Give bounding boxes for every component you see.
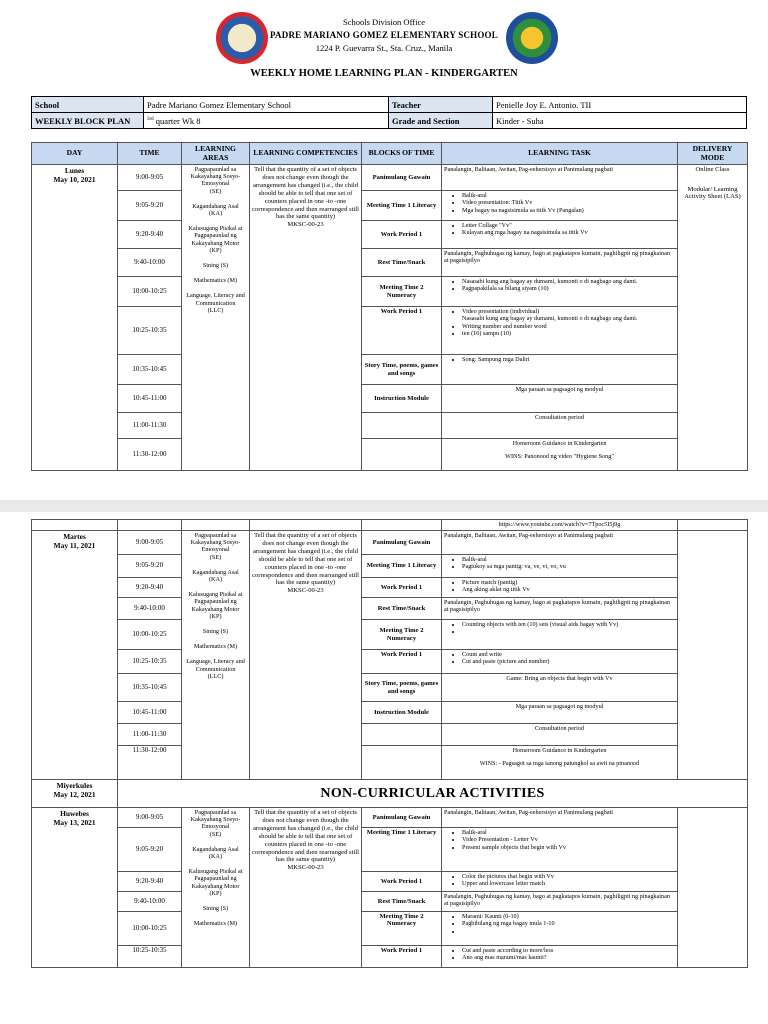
time-slot: 11:30-12:00	[118, 439, 182, 471]
area-kp-code: (KP)	[209, 889, 222, 897]
task-rest: Panalangin, Paghuhugas ng kamay, bago at pagkatapos kumain, paghiligpit ng pinagkainan at pagsisipilyo	[442, 249, 678, 277]
col-task: LEARNING TASK	[442, 143, 678, 165]
task-rest: Panalangin, Paghuhugas ng kamay, bago at pagkatapos kumain, paghiligpit ng pinagkainan at pagsisipilyo	[442, 892, 678, 912]
area-kp-code: (KP)	[209, 612, 222, 620]
area-se: Pagpapaunlad sa Kakayahang Sosyo-Emosyonal	[190, 166, 241, 188]
area-s: Sining (S)	[202, 905, 229, 913]
area-ka-code: (KA)	[208, 210, 223, 218]
area-llc-code: (LLC)	[207, 672, 224, 680]
time-slot: 10:00-10:25	[118, 620, 182, 650]
grade-value: Kinder - Suha	[493, 113, 747, 129]
block-story: Story Time, poems, games and songs	[362, 674, 442, 702]
task-item: • Nasasabi kung ang bagay ay dumami, kumonti o di nagbago ang dami.	[462, 278, 675, 285]
task-literacy	[442, 555, 678, 578]
area-llc: Language, Literacy and Communication	[186, 658, 245, 673]
teacher-label: Teacher	[389, 97, 493, 113]
day-name: Miyerkules	[56, 781, 93, 790]
col-time: TIME	[118, 143, 182, 165]
area-m: Mathematics (M)	[193, 643, 238, 651]
block-rest: Rest Time/Snack	[362, 892, 442, 912]
task-homeroom	[442, 439, 678, 471]
non-curricular-banner: NON-CURRICULAR ACTIVITIES	[118, 780, 748, 808]
task-item: • Video Presentation - Letter Vv	[462, 836, 675, 843]
time-slot: 9:05-9:20	[118, 828, 182, 872]
task-item: • Kulayan ang mga bagay na nagsisimula sa titik Vv	[462, 229, 675, 236]
learning-areas	[182, 165, 250, 471]
day-date: May 10, 2021	[53, 175, 96, 184]
homeroom-text: Homeroom Guidance in Kindergarten	[512, 440, 607, 447]
monday-day-cell	[32, 165, 118, 471]
col-day: DAY	[32, 143, 118, 165]
area-se: Pagpapaunlad sa Kakayahang Sosyo-Emosyonal	[190, 809, 241, 831]
delivery-empty	[678, 531, 748, 780]
task-item: • Cut and paste according to more/less	[462, 947, 675, 954]
block-literacy: Meeting Time 1 Literacy	[362, 555, 442, 578]
homeroom-text: Homeroom Guidance in Kindergarten	[512, 747, 607, 754]
time-slot: 9:00-9:05	[118, 808, 182, 828]
info-table	[31, 96, 747, 129]
block-empty	[362, 724, 442, 746]
day-date: May 12, 2021	[53, 790, 96, 799]
task-item	[462, 928, 675, 935]
block-panimulang: Panimulang Gawain	[362, 531, 442, 555]
task-item: • Balik-aral	[462, 192, 675, 199]
block-work-period: Work Period 1	[362, 946, 442, 968]
empty-cell	[118, 520, 182, 531]
task-homeroom	[442, 746, 678, 780]
task-item: • Cut and paste (picture and number)	[462, 658, 675, 665]
competency-code: MKSC-00-23	[287, 864, 324, 872]
task-item: • Balik-aral	[462, 829, 675, 836]
task-work-period	[442, 578, 678, 598]
task-module: Mga paraan sa pagsagot ng modyul	[442, 702, 678, 724]
empty-cell	[182, 520, 250, 531]
task-literacy	[442, 828, 678, 872]
task-work-period	[442, 872, 678, 892]
task-item: • Pagbibilang ng mga bagay mula 1-10	[462, 920, 675, 927]
block-instruction: Instruction Module	[362, 702, 442, 724]
time-slot: 9:20-9:40	[118, 221, 182, 249]
block-literacy: Meeting Time 1 Literacy	[362, 828, 442, 872]
block-work-period: Work Period 1	[362, 307, 442, 355]
time-slot: 9:05-9:20	[118, 555, 182, 578]
task-literacy	[442, 191, 678, 221]
area-s: Sining (S)	[202, 628, 229, 636]
page-2	[0, 512, 768, 1024]
block-literacy: Meeting Time 1 Literacy	[362, 191, 442, 221]
time-slot: 10:00-10:25	[118, 277, 182, 307]
task-item: • ten (10) sampu (10)	[462, 330, 675, 337]
col-blocks: BLOCKS OF TIME	[362, 143, 442, 165]
area-llc-code: (LLC)	[207, 306, 224, 314]
block-work-period: Work Period 1	[362, 578, 442, 598]
wins-text: WINS: - Pagsagot sa mga tanong patungkol sa awit na pinanood	[479, 760, 640, 768]
thursday-day-cell	[32, 808, 118, 968]
block-instruction: Instruction Module	[362, 385, 442, 413]
task-numeracy	[442, 620, 678, 650]
area-se: Pagpapaunlad sa Kakayahang Sosyo-Emosyonal	[190, 532, 241, 554]
area-se-code: (SE)	[209, 553, 222, 561]
task-consultation: Consultation period	[442, 413, 678, 439]
task-module: Mga paraan sa pagsagot ng modyul	[442, 385, 678, 413]
page-1	[0, 0, 768, 500]
competency-text: Tell that the quantity of a set of objects does not change even though the arrangement has changed (i.e., the child should be able to tell that one set of counters placed in one -to -one correspondence and then rearranged still has the same quantity)	[252, 532, 359, 587]
empty-cell	[250, 520, 362, 531]
task-item: • Video presentation (individual)	[462, 308, 675, 315]
area-ka: Kagandahang Asal	[192, 845, 239, 853]
area-kp-code: (KP)	[209, 246, 222, 254]
task-item	[462, 628, 675, 635]
task-item: • Picture match (pantig)	[462, 579, 675, 586]
task-item: • Marami/ Kaunti (0-10)	[462, 913, 675, 920]
competency-code: MKSC-00-23	[287, 221, 324, 229]
block-plan-value	[144, 113, 389, 129]
task-numeracy	[442, 277, 678, 307]
task-story: Game: Bring an objects that begin with Vv	[442, 674, 678, 702]
time-slot: 10:45-11:00	[118, 385, 182, 413]
area-s: Sining (S)	[202, 262, 229, 270]
time-slot: 10:25-10:35	[118, 307, 182, 355]
day-name: Lunes	[64, 166, 85, 175]
page-gap	[0, 500, 768, 512]
block-work-period: Work Period 1	[362, 221, 442, 249]
day-name: Huwebes	[60, 809, 89, 818]
time-slot: 9:40-10:00	[118, 892, 182, 912]
area-llc: Language, Literacy and Communication	[186, 292, 245, 307]
day-name: Martes	[63, 532, 86, 541]
task-item: • Counting objects with ten (10) sets (visual aids bagay with Vv)	[462, 621, 675, 628]
school-name: PADRE MARIANO GOMEZ ELEMENTARY SCHOOL	[270, 30, 498, 40]
wins-text: WINS: Panonood ng video "Hygiene Song"	[505, 453, 614, 461]
teacher-value: Penielle Joy E. Antonio. TII	[493, 97, 747, 113]
block-plan-label: WEEKLY BLOCK PLAN	[32, 113, 144, 129]
task-item: • Song: Sampung mga Daliri	[462, 356, 675, 363]
task-consultation: Consultation period	[442, 724, 678, 746]
task-story	[442, 355, 678, 385]
area-kp: Kalusugang Pisikal at Pagpapaunlad ng Kakayahang Motor	[188, 225, 243, 247]
block-empty	[362, 439, 442, 471]
task-item: • Balik-aral	[462, 556, 675, 563]
area-kp: Kalusugang Pisikal at Pagpapaunlad ng Kakayahang Motor	[188, 868, 243, 890]
col-competencies: LEARNING COMPETENCIES	[250, 143, 362, 165]
task-item: • Ano ang mas marami/mas kaunti?	[462, 954, 675, 961]
block-empty	[362, 746, 442, 780]
tuesday-day-cell	[32, 531, 118, 780]
block-numeracy: Meeting Time 2 Numeracy	[362, 277, 442, 307]
competency-text: Tell that the quantity of a set of objects does not change even though the arrangement has changed (i.e., the child should be able to tell that one set of counters placed in one -to -one correspondence and then rearranged still has the same quantity)	[252, 809, 359, 864]
learning-competency	[250, 165, 362, 471]
competency-text: Tell that the quantity of a set of objects does not change even though the arrangement has changed (i.e., the child should be able to tell that one set of counters placed in one -to -one correspondence and then rearranged still has the same quantity)	[252, 166, 359, 221]
block-panimulang: Panimulang Gawain	[362, 808, 442, 828]
block-work-period: Work Period 1	[362, 650, 442, 674]
task-work-period	[442, 650, 678, 674]
empty-cell	[32, 520, 118, 531]
time-slot: 10:25-10:35	[118, 946, 182, 968]
time-slot: 9:05-9:20	[118, 191, 182, 221]
area-se-code: (SE)	[209, 187, 222, 195]
task-item: • Color the pictures that begin with Vv	[462, 873, 675, 880]
task-item: • Letter Collage "Vv"	[462, 222, 675, 229]
area-se-code: (SE)	[209, 830, 222, 838]
wednesday-day-cell	[32, 780, 118, 808]
time-slot: 11:00-11:30	[118, 413, 182, 439]
task-item: • Pagpapakilala sa bilang siyam (10)	[462, 285, 675, 292]
delivery-online: Online Class	[695, 166, 730, 173]
task-item: • Mga bagay na nagsisimula sa titik Vv (Pangalan)	[462, 207, 675, 214]
time-slot: 10:35-10:45	[118, 355, 182, 385]
time-slot: 9:20-9:40	[118, 872, 182, 892]
delivery-modular: Modular/ Learning Activity Sheet (LAS)	[684, 185, 741, 201]
week-plan-table	[31, 519, 748, 968]
day-date: May 13, 2021	[53, 818, 96, 827]
task-line: Nasasabi kung ang bagay ay dumami, kumonti o di nagbago ang dami.	[462, 315, 638, 323]
task-panimulang: Panalangin, Balitaan, Awitan, Pag-eehersisyo at Panimulang pagbati	[442, 808, 678, 828]
area-m: Mathematics (M)	[193, 277, 238, 285]
time-slot: 10:35-10:45	[118, 674, 182, 702]
empty-cell	[362, 520, 442, 531]
task-panimulang: Panalangin, Balitaan, Awitan, Pag-eehersisyo at Panimulang pagbati	[442, 165, 678, 191]
task-item: • Count and write	[462, 651, 675, 658]
plan-title: WEEKLY HOME LEARNING PLAN - KINDERGARTEN	[250, 68, 518, 79]
task-numeracy	[442, 912, 678, 946]
grade-label: Grade and Section	[389, 113, 493, 129]
area-m: Mathematics (M)	[193, 920, 238, 928]
division-office: Schools Division Office	[342, 17, 425, 27]
time-slot: 9:40-10:00	[118, 249, 182, 277]
learning-competency	[250, 808, 362, 968]
time-slot: 11:30-12:00	[118, 746, 182, 780]
school-label: School	[32, 97, 144, 113]
school-address: 1224 P. Guevarra St., Sta. Cruz., Manila	[315, 43, 453, 53]
monday-plan-table	[31, 142, 748, 471]
delivery-empty	[678, 808, 748, 968]
time-slot: 10:00-10:25	[118, 912, 182, 946]
area-ka-code: (KA)	[208, 853, 223, 861]
col-delivery: DELIVERY MODE	[678, 143, 748, 165]
learning-areas	[182, 531, 250, 780]
task-panimulang: Panalangin, Balitaan, Awitan, Pag-eehersisyo at Panimulang pagbati	[442, 531, 678, 555]
time-slot: 11:00-11:30	[118, 724, 182, 746]
competency-code: MKSC-00-23	[287, 587, 324, 595]
empty-cell	[678, 520, 748, 531]
task-work-period	[442, 221, 678, 249]
school-header	[0, 8, 768, 68]
task-item: • Writing number and number word	[462, 323, 675, 330]
block-empty	[362, 413, 442, 439]
learning-competency	[250, 531, 362, 780]
block-numeracy: Meeting Time 2 Numeracy	[362, 912, 442, 946]
quarter-sup: 3rd	[147, 116, 154, 122]
time-slot: 10:45-11:00	[118, 702, 182, 724]
block-rest: Rest Time/Snack	[362, 598, 442, 620]
area-ka: Kagandahang Asal	[192, 202, 239, 210]
video-link[interactable]: https://www.youtube.com/watch?v=7Tpoc5I5j9g	[442, 520, 678, 531]
quarter-text: quarter Wk 8	[155, 115, 201, 126]
time-slot: 9:00-9:05	[118, 531, 182, 555]
header-text	[260, 16, 508, 55]
learning-areas	[182, 808, 250, 968]
task-item: • Video presentation: Titik Vv	[462, 199, 675, 206]
task-item: • Pagtukoy sa mga pantig: va, ve, vi, vo, vu	[462, 563, 675, 570]
block-rest: Rest Time/Snack	[362, 249, 442, 277]
task-work-period	[442, 946, 678, 968]
task-item: • Present sample objects that begin with Vv	[462, 844, 675, 851]
area-ka-code: (KA)	[208, 576, 223, 584]
time-slot: 9:00-9:05	[118, 165, 182, 191]
time-slot: 10:25-10:35	[118, 650, 182, 674]
task-item: • Upper and lowercase letter match	[462, 880, 675, 887]
time-slot: 9:40-10:00	[118, 598, 182, 620]
col-areas: LEARNING AREAS	[182, 143, 250, 165]
school-value: Padre Mariano Gomez Elementary School	[144, 97, 389, 113]
task-rest: Panalangin, Paghuhugas ng kamay, bago at pagkatapos kumain, paghiligpit ng pinagkainan at pagsisipilyo	[442, 598, 678, 620]
task-item: • Ang aking aklat ng titik Vv	[462, 586, 675, 593]
block-panimulang: Panimulang Gawain	[362, 165, 442, 191]
block-story: Story Time, poems, games and songs	[362, 355, 442, 385]
time-slot: 9:20-9:40	[118, 578, 182, 598]
block-work-period: Work Period 1	[362, 872, 442, 892]
block-numeracy: Meeting Time 2 Numeracy	[362, 620, 442, 650]
area-ka: Kagandahang Asal	[192, 568, 239, 576]
day-date: May 11, 2021	[53, 541, 96, 550]
area-kp: Kalusugang Pisikal at Pagpapaunlad ng Kakayahang Motor	[188, 591, 243, 613]
division-seal-icon	[506, 12, 558, 64]
task-work-period	[442, 307, 678, 355]
delivery-mode	[678, 165, 748, 471]
